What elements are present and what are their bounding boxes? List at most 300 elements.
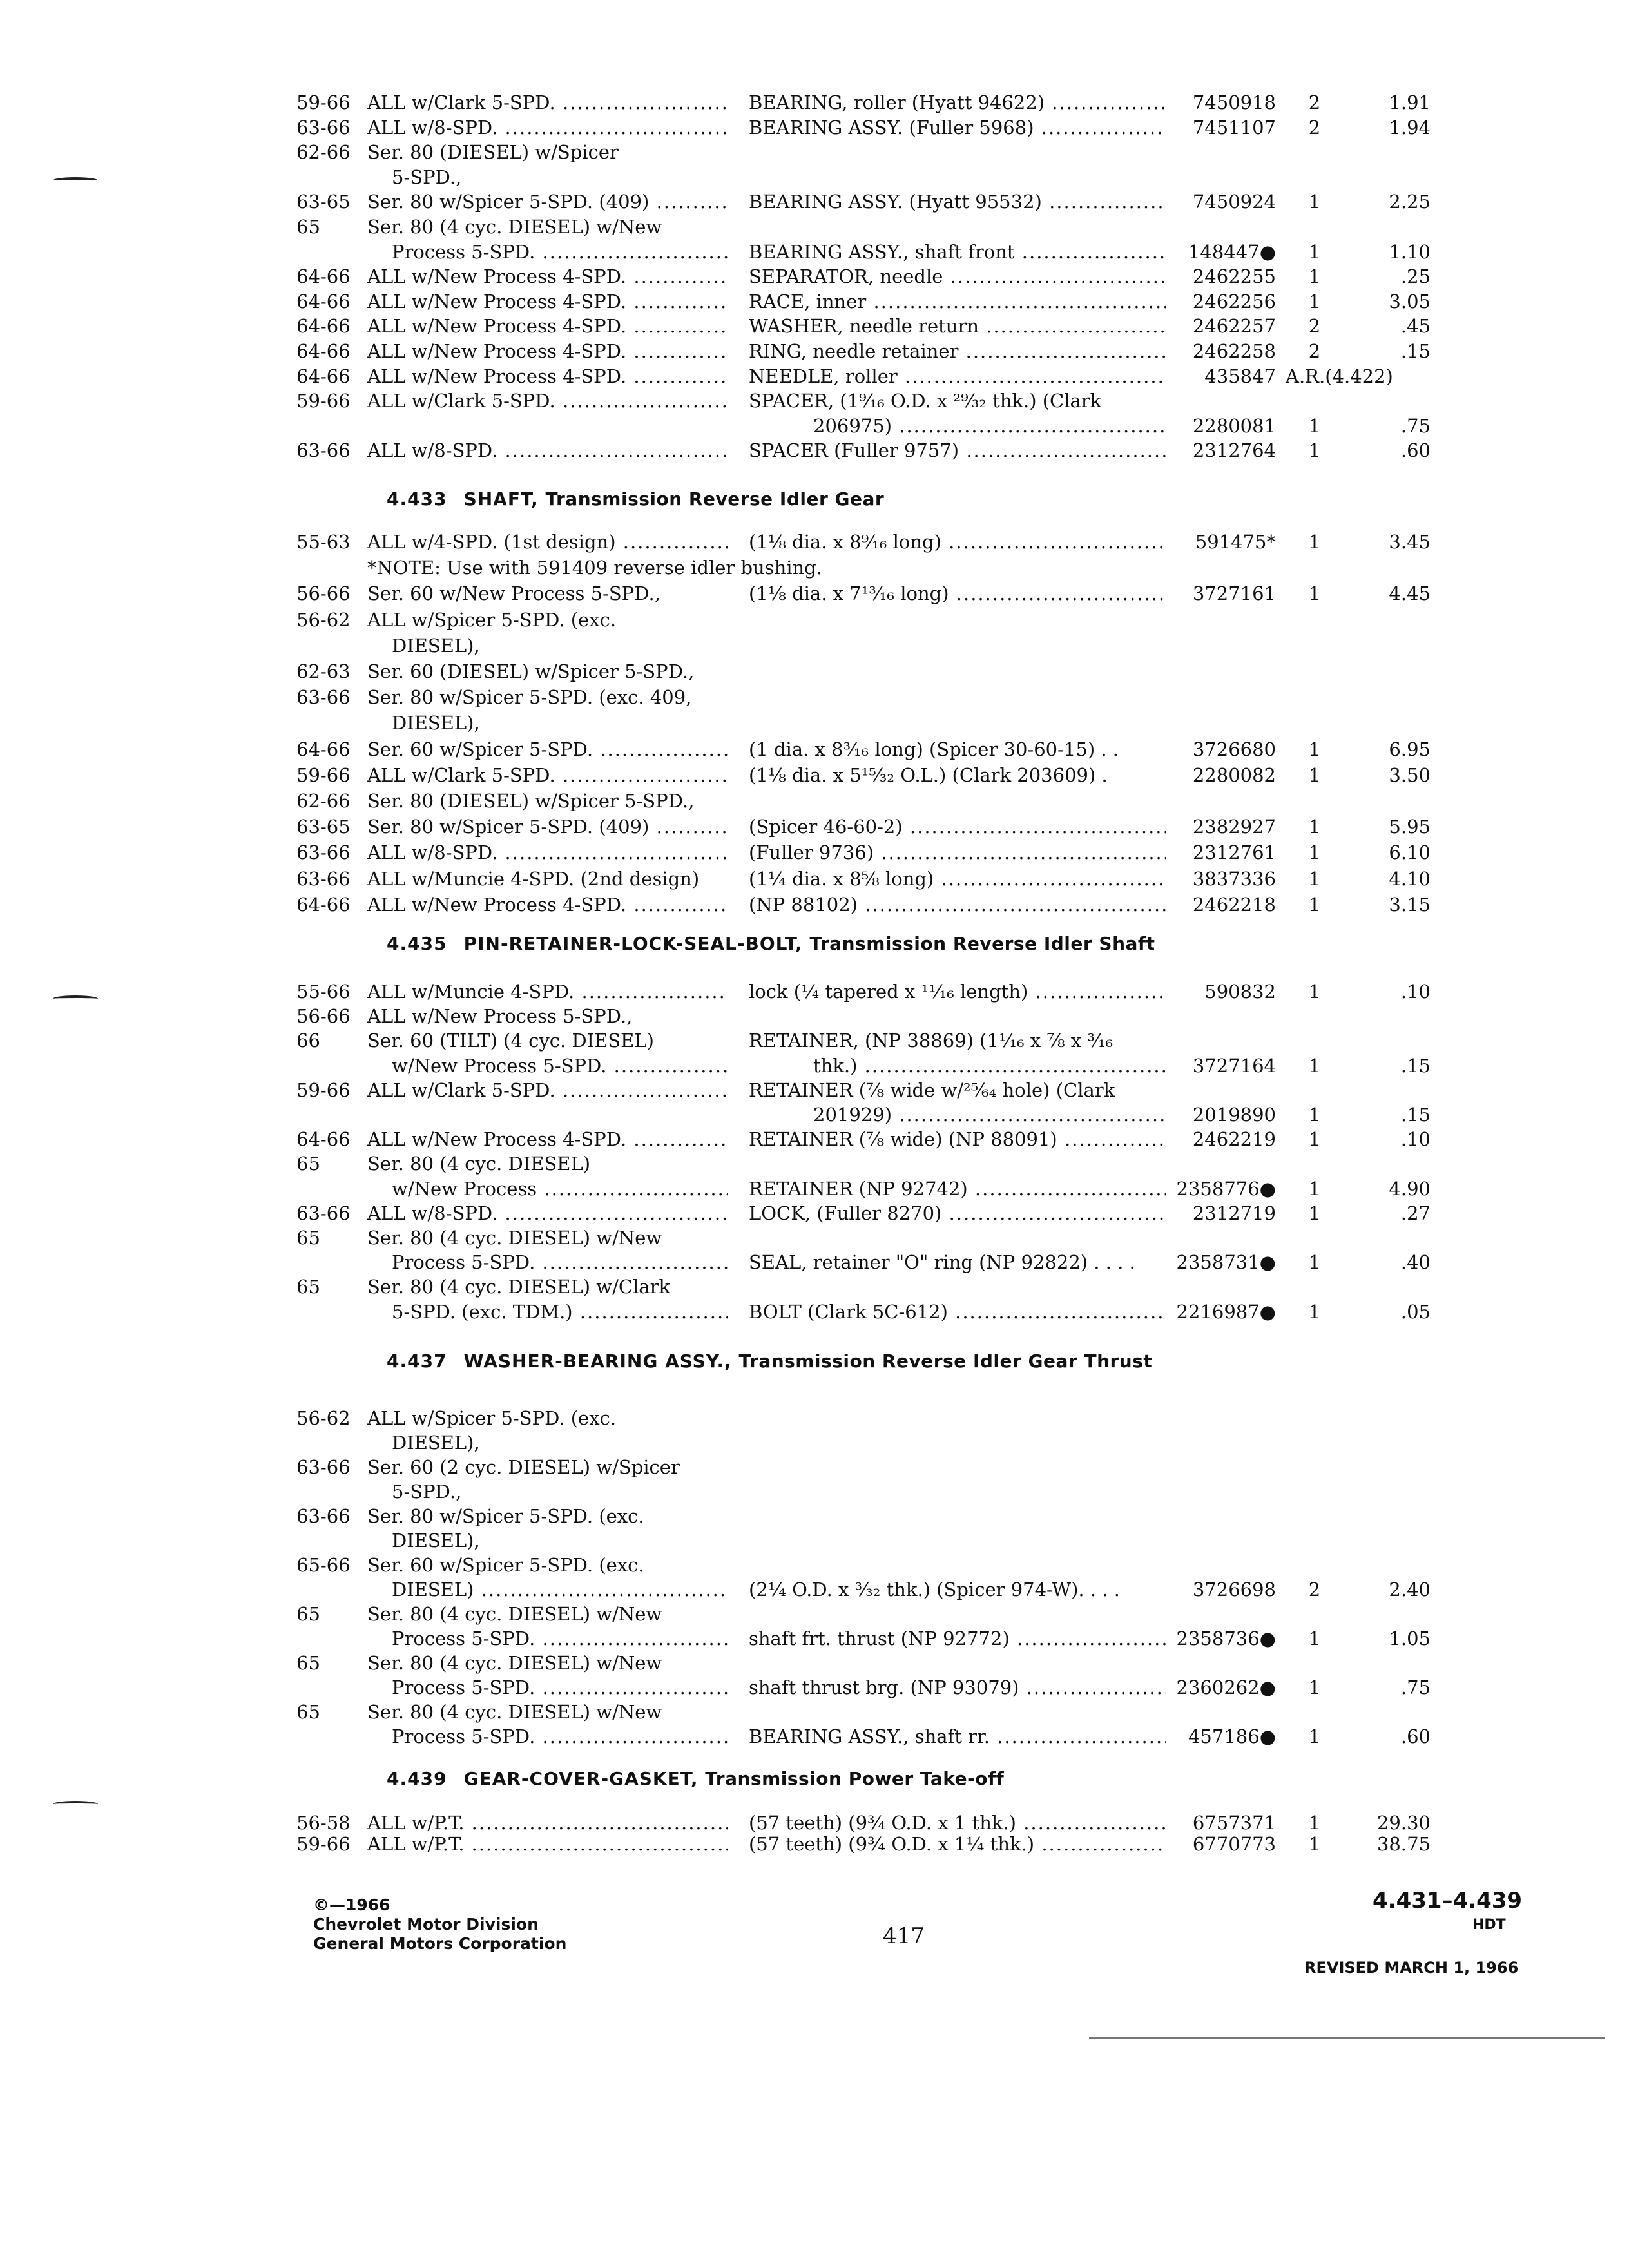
part-description: lock (¼ tapered x ¹¹⁄₁₆ length) ..... — [749, 979, 1166, 1004]
application: Ser. 60 (DIESEL) w/Spicer 5-SPD., — [367, 660, 695, 682]
quantity: 1 — [1308, 1300, 1321, 1323]
quantity: 1 — [1308, 1202, 1321, 1224]
application: DIESEL), — [392, 634, 480, 657]
quantity: 1 — [1308, 1812, 1321, 1834]
section-number: 4.437 — [387, 1350, 447, 1372]
series-code: HDT — [1472, 1917, 1506, 1933]
price: 2.40 — [1389, 1579, 1431, 1600]
part-description: BEARING, roller (Hyatt 94622) ..... — [749, 90, 1166, 115]
copyright: ©—1966 — [313, 1896, 390, 1914]
part-number: 2462257 — [1192, 315, 1276, 338]
part-description: NEEDLE, roller ..... — [749, 364, 1166, 389]
part-description: WASHER, needle return ..... — [749, 314, 1166, 338]
table-row — [0, 633, 1629, 658]
quantity: 1 — [1308, 738, 1321, 760]
price: 29.30 — [1376, 1812, 1431, 1834]
part-number: 3837336 — [1192, 867, 1276, 890]
part-number: 2462219 — [1192, 1128, 1276, 1151]
application: ALL w/8-SPD. ..... — [367, 438, 728, 463]
table-row — [0, 1225, 1629, 1250]
section-number: 4.433 — [387, 488, 447, 510]
price: 4.90 — [1389, 1177, 1431, 1200]
table-row — [0, 1028, 1629, 1053]
quantity: 1 — [1308, 1677, 1321, 1698]
price: .15 — [1400, 340, 1431, 362]
application: ALL w/New Process 4-SPD. ..... — [367, 289, 728, 314]
division-name: Chevrolet Motor Division — [313, 1915, 539, 1934]
section-range: 4.431–4.439 — [1373, 1888, 1523, 1914]
price: .75 — [1400, 1677, 1431, 1698]
section-heading-4-437 — [387, 1350, 1152, 1372]
application: Ser. 60 (TILT) (4 cyc. DIESEL) — [367, 1030, 654, 1052]
part-description: RETAINER (⅞ wide) (NP 88091) ..... — [749, 1127, 1166, 1151]
hole-punch-mark — [53, 177, 98, 184]
year-range: 65 — [296, 1276, 320, 1298]
year-range: 63-66 — [296, 841, 351, 864]
application: Ser. 80 w/Spicer 5-SPD. (exc. — [367, 1505, 644, 1527]
part-description: SEPARATOR, needle ..... — [749, 264, 1166, 289]
year-range: 56-62 — [296, 1407, 351, 1429]
part-number: 591475* — [1195, 531, 1276, 553]
year-range: 63-66 — [296, 867, 351, 890]
section-title: SHAFT, — [463, 488, 539, 510]
section-heading-4-439 — [387, 1768, 1004, 1789]
application: 5-SPD., — [392, 166, 462, 188]
year-range: 65 — [296, 1603, 320, 1625]
year-range: 64-66 — [296, 290, 351, 312]
table-row — [0, 892, 1629, 917]
part-number: 7450924 — [1192, 191, 1276, 213]
quantity: 1 — [1308, 265, 1321, 288]
table-row — [0, 1274, 1629, 1299]
application: Ser. 60 w/Spicer 5-SPD. (exc. — [367, 1554, 644, 1576]
price: 1.05 — [1389, 1628, 1431, 1649]
price: .75 — [1400, 414, 1431, 437]
application: Ser. 60 w/Spicer 5-SPD. ..... — [367, 737, 728, 762]
price: .25 — [1400, 265, 1431, 288]
table-row — [0, 189, 1629, 214]
part-description: LOCK, (Fuller 8270) ..... — [749, 1201, 1166, 1225]
hole-punch-mark — [53, 995, 98, 1002]
quantity: 1 — [1308, 191, 1321, 213]
application: 5-SPD. (exc. TDM.) ..... — [392, 1300, 728, 1324]
price: 3.15 — [1389, 893, 1431, 916]
year-range: 62-63 — [296, 660, 351, 682]
application: DIESEL) ..... — [392, 1577, 728, 1602]
table-row — [0, 364, 1629, 389]
year-range: 63-65 — [296, 816, 351, 838]
corporation-name: General Motors Corporation — [313, 1934, 567, 1953]
part-description: RETAINER (⅞ wide w/²⁵⁄₆₄ hole) (Clark — [749, 1079, 1115, 1101]
table-row — [0, 581, 1629, 606]
year-range: 56-62 — [296, 608, 351, 631]
year-range: 65 — [296, 1227, 320, 1249]
table-row — [0, 389, 1629, 413]
part-number: 435847 — [1204, 365, 1276, 387]
part-description: 206975) ..... — [813, 414, 1166, 438]
quantity: 2 — [1308, 1579, 1321, 1600]
part-number: 3726680 — [1192, 738, 1276, 760]
application: Ser. 80 (4 cyc. DIESEL) w/New — [367, 1227, 662, 1249]
table-row — [0, 1151, 1629, 1176]
year-range: 59-66 — [296, 764, 351, 786]
table-row — [0, 1651, 1629, 1675]
table-row — [0, 438, 1629, 463]
price: .60 — [1400, 1725, 1431, 1747]
part-description: (2¼ O.D. x ³⁄₃₂ thk.) (Spicer 974-W). . . . — [749, 1579, 1120, 1600]
quantity: 2 — [1308, 340, 1321, 362]
table-row — [0, 414, 1629, 438]
table-row — [0, 1602, 1629, 1626]
part-number: 2216987● — [1176, 1300, 1276, 1323]
quantity: 1 — [1308, 1128, 1321, 1151]
table-row — [0, 1004, 1629, 1028]
table-row — [0, 685, 1629, 709]
application: ALL w/Muncie 4-SPD. ..... — [367, 979, 728, 1004]
application: Ser. 60 (2 cyc. DIESEL) w/Spicer — [367, 1456, 680, 1478]
table-row — [0, 1504, 1629, 1528]
part-description: (Fuller 9736) ..... — [749, 840, 1166, 865]
table-row — [0, 737, 1629, 762]
part-description: BEARING ASSY., shaft front ..... — [749, 240, 1166, 264]
application: Process 5-SPD. ..... — [392, 1675, 728, 1700]
application: Process 5-SPD. ..... — [392, 1626, 728, 1651]
table-row — [0, 1479, 1629, 1504]
part-number: 2462258 — [1192, 340, 1276, 362]
part-description: BEARING ASSY. (Fuller 5968) ..... — [749, 115, 1166, 140]
part-number: 2019890 — [1192, 1104, 1276, 1126]
table-row — [0, 165, 1629, 189]
year-range: 63-66 — [296, 1456, 351, 1478]
quantity: 1 — [1308, 1628, 1321, 1649]
table-row — [0, 1102, 1629, 1127]
year-range: 64-66 — [296, 315, 351, 338]
application: Process 5-SPD. ..... — [392, 1250, 728, 1274]
table-row — [0, 711, 1629, 735]
application: DIESEL), — [392, 1530, 480, 1552]
table-row — [0, 1406, 1629, 1430]
part-description: BEARING ASSY. (Hyatt 95532) ..... — [749, 189, 1166, 214]
part-number: 2280082 — [1192, 764, 1276, 786]
application: ALL w/New Process 4-SPD. ..... — [367, 364, 728, 389]
year-range: 64-66 — [296, 340, 351, 362]
application: ALL w/Muncie 4-SPD. (2nd design) — [367, 867, 700, 890]
application: 5-SPD., — [392, 1481, 462, 1503]
price: 1.94 — [1389, 116, 1431, 139]
table-row — [0, 289, 1629, 314]
part-description: (1⅛ dia. x 7¹³⁄₁₆ long) ..... — [749, 581, 1166, 606]
quantity: 1 — [1308, 1725, 1321, 1747]
part-number: 2462218 — [1192, 893, 1276, 916]
application: ALL w/New Process 4-SPD. ..... — [367, 339, 728, 363]
table-row — [0, 1430, 1629, 1455]
application: Ser. 80 (4 cyc. DIESEL) — [367, 1153, 591, 1175]
quantity: 1 — [1308, 439, 1321, 462]
year-range: 65 — [296, 1652, 320, 1674]
year-range: 59-66 — [296, 91, 351, 113]
application: Ser. 80 (4 cyc. DIESEL) w/New — [367, 1603, 662, 1625]
table-row — [0, 608, 1629, 632]
part-description: (57 teeth) (9¾ O.D. x 1 thk.) ..... — [749, 1811, 1166, 1835]
part-description: (57 teeth) (9¾ O.D. x 1¼ thk.) ..... — [749, 1832, 1166, 1856]
application: Process 5-SPD. ..... — [392, 1724, 728, 1749]
price: .27 — [1400, 1202, 1431, 1224]
part-number: 148447● — [1188, 240, 1276, 263]
application: Ser. 80 w/Spicer 5-SPD. (409) ..... — [367, 189, 728, 214]
table-row — [0, 555, 1629, 580]
section-subtitle: Transmission Reverse Idler Gear Thrust — [738, 1350, 1153, 1372]
quantity: 1 — [1308, 1054, 1321, 1077]
application: Ser. 80 (4 cyc. DIESEL) w/New — [367, 1701, 662, 1723]
quantity: 1 — [1308, 1833, 1321, 1855]
section-title: GEAR-COVER-GASKET, — [463, 1768, 699, 1789]
year-range: 56-66 — [296, 1005, 351, 1028]
price: 1.10 — [1389, 240, 1431, 263]
price: .05 — [1400, 1300, 1431, 1323]
year-range: 66 — [296, 1030, 320, 1052]
quantity: 1 — [1308, 1177, 1321, 1200]
section-number: 4.439 — [387, 1768, 447, 1789]
part-number: 3726698 — [1192, 1579, 1276, 1600]
application: ALL w/New Process 4-SPD. ..... — [367, 892, 728, 917]
table-row — [0, 1675, 1629, 1700]
application: ALL w/Clark 5-SPD. ..... — [367, 389, 728, 413]
part-description: BEARING ASSY., shaft rr. ..... — [749, 1724, 1166, 1749]
table-row — [0, 115, 1629, 140]
part-description: SEAL, retainer "O" ring (NP 92822) . . . . — [749, 1251, 1135, 1274]
application: ALL w/8-SPD. ..... — [367, 840, 728, 865]
table-row — [0, 1553, 1629, 1577]
price: .15 — [1400, 1054, 1431, 1077]
table-row — [0, 1455, 1629, 1479]
table-row — [0, 867, 1629, 891]
revised-date: REVISED MARCH 1, 1966 — [1304, 1959, 1519, 1977]
price: 3.45 — [1389, 531, 1431, 553]
quantity: 1 — [1308, 816, 1321, 838]
table-row — [0, 314, 1629, 338]
application: DIESEL), — [392, 712, 480, 735]
application: w/New Process ..... — [392, 1177, 728, 1201]
year-range: 63-66 — [296, 1505, 351, 1527]
table-row — [0, 1528, 1629, 1553]
part-number: 3727164 — [1192, 1054, 1276, 1077]
part-description: RETAINER, (NP 38869) (1¹⁄₁₆ x ⅞ x ³⁄₁₆ — [749, 1030, 1113, 1052]
quantity: 2 — [1308, 91, 1321, 113]
quantity: 1 — [1308, 841, 1321, 864]
application: Ser. 80 (DIESEL) w/Spicer — [367, 141, 619, 164]
year-range: 56-66 — [296, 582, 351, 605]
price: 4.45 — [1389, 582, 1431, 605]
year-range: 63-65 — [296, 191, 351, 213]
application: Ser. 80 (DIESEL) w/Spicer 5-SPD., — [367, 790, 695, 812]
part-description: (1⅛ dia. x 5¹⁵⁄₃₂ O.L.) (Clark 203609) . — [749, 764, 1108, 786]
year-range: 59-66 — [296, 390, 351, 412]
year-range: 65 — [296, 216, 320, 238]
part-description: thk.) ..... — [813, 1053, 1166, 1078]
part-description: RETAINER (NP 92742) ..... — [749, 1177, 1166, 1201]
year-range: 64-66 — [296, 738, 351, 760]
year-range: 55-63 — [296, 531, 351, 553]
application: ALL w/P.T. ..... — [367, 1832, 728, 1856]
application: DIESEL), — [392, 1432, 480, 1454]
quantity: 1 — [1308, 531, 1321, 553]
application: ALL w/Clark 5-SPD. ..... — [367, 90, 728, 115]
application: w/New Process 5-SPD. ..... — [392, 1053, 728, 1078]
part-description: SPACER (Fuller 9757) ..... — [749, 438, 1166, 463]
quantity: 1 — [1308, 582, 1321, 605]
price: .60 — [1400, 439, 1431, 462]
table-row — [0, 90, 1629, 115]
year-range: 55-66 — [296, 981, 351, 1003]
year-range: 59-66 — [296, 1833, 351, 1855]
quantity: 1 — [1308, 414, 1321, 437]
table-row — [0, 814, 1629, 839]
year-range: 64-66 — [296, 893, 351, 916]
application: *NOTE: Use with 591409 reverse idler bushing. — [367, 557, 823, 579]
application: ALL w/Spicer 5-SPD. (exc. — [367, 1407, 617, 1429]
quantity: 1 — [1308, 981, 1321, 1003]
price: 3.50 — [1389, 764, 1431, 786]
price: 6.10 — [1389, 841, 1431, 864]
quantity: 1 — [1308, 1251, 1321, 1274]
quantity: 2 — [1308, 116, 1321, 139]
table-row — [0, 1201, 1629, 1225]
part-description: shaft frt. thrust (NP 92772) ..... — [749, 1626, 1166, 1651]
table-row — [0, 1078, 1629, 1102]
part-description: (Spicer 46-60-2) ..... — [749, 814, 1166, 839]
quantity: A.R.(4.422) — [1286, 365, 1393, 387]
part-number: 6757371 — [1192, 1812, 1276, 1834]
table-row — [0, 140, 1629, 164]
table-row — [0, 1700, 1629, 1724]
part-number: 2312719 — [1192, 1202, 1276, 1224]
application: ALL w/New Process 4-SPD. ..... — [367, 314, 728, 338]
part-number: 2462255 — [1192, 265, 1276, 288]
quantity: 2 — [1308, 315, 1321, 338]
part-number: 2358731● — [1176, 1251, 1276, 1274]
part-description: 201929) ..... — [813, 1102, 1166, 1127]
part-description: RACE, inner ..... — [749, 289, 1166, 314]
part-number: 2280081 — [1192, 414, 1276, 437]
part-description: BOLT (Clark 5C-612) ..... — [749, 1300, 1166, 1324]
year-range: 59-66 — [296, 1079, 351, 1101]
table-row — [0, 763, 1629, 787]
table-row — [0, 1832, 1629, 1856]
section-number: 4.435 — [387, 933, 447, 954]
part-number: 2358736● — [1176, 1628, 1276, 1649]
part-description: (NP 88102) ..... — [749, 892, 1166, 917]
part-number: 2358776● — [1176, 1177, 1276, 1200]
hole-punch-mark — [53, 1801, 98, 1807]
section-heading-4-433 — [387, 488, 884, 510]
application: Ser. 60 w/New Process 5-SPD., — [367, 582, 660, 605]
section-heading-4-435 — [387, 933, 1155, 954]
table-row — [0, 339, 1629, 363]
page-edge-rule — [1089, 2037, 1605, 2039]
table-row — [0, 215, 1629, 239]
price: .10 — [1400, 981, 1431, 1003]
page-number: 417 — [883, 1923, 925, 1949]
application: ALL w/Clark 5-SPD. ..... — [367, 1078, 728, 1102]
part-number: 7450918 — [1192, 91, 1276, 113]
application: ALL w/8-SPD. ..... — [367, 115, 728, 140]
application: Ser. 80 w/Spicer 5-SPD. (exc. 409, — [367, 686, 692, 709]
part-description: SPACER, (1⁹⁄₁₆ O.D. x ²⁹⁄₃₂ thk.) (Clark — [749, 390, 1102, 412]
year-range: 65 — [296, 1701, 320, 1723]
table-row — [0, 530, 1629, 554]
part-description: (1¼ dia. x 8⅝ long) ..... — [749, 867, 1166, 891]
application: ALL w/Clark 5-SPD. ..... — [367, 763, 728, 787]
part-description: RING, needle retainer ..... — [749, 339, 1166, 363]
table-row — [0, 240, 1629, 264]
part-number: 7451107 — [1192, 116, 1276, 139]
price: 5.95 — [1389, 816, 1431, 838]
part-number: 2382927 — [1192, 816, 1276, 838]
year-range: 65-66 — [296, 1554, 351, 1576]
part-number: 6770773 — [1192, 1833, 1276, 1855]
quantity: 1 — [1308, 764, 1321, 786]
price: .10 — [1400, 1128, 1431, 1151]
price: 2.25 — [1389, 191, 1431, 213]
section-subtitle: Transmission Reverse Idler Shaft — [809, 933, 1155, 954]
part-description: shaft thrust brg. (NP 93079) ..... — [749, 1675, 1166, 1700]
quantity: 1 — [1308, 1104, 1321, 1126]
section-title: PIN-RETAINER-LOCK-SEAL-BOLT, — [463, 933, 803, 954]
part-number: 2360262● — [1176, 1677, 1276, 1698]
quantity: 1 — [1308, 893, 1321, 916]
table-row — [0, 789, 1629, 813]
table-row — [0, 1724, 1629, 1749]
year-range: 62-66 — [296, 790, 351, 812]
table-row — [0, 264, 1629, 289]
section-title: WASHER-BEARING ASSY., — [463, 1350, 732, 1372]
year-range: 63-66 — [296, 686, 351, 709]
year-range: 62-66 — [296, 141, 351, 164]
application: ALL w/New Process 4-SPD. ..... — [367, 264, 728, 289]
price: .45 — [1400, 315, 1431, 338]
application: ALL w/P.T. ..... — [367, 1811, 728, 1835]
year-range: 63-66 — [296, 116, 351, 139]
table-row — [0, 1053, 1629, 1078]
year-range: 64-66 — [296, 1128, 351, 1151]
price: 1.91 — [1389, 91, 1431, 113]
application: Ser. 80 (4 cyc. DIESEL) w/New — [367, 216, 662, 238]
price: 6.95 — [1389, 738, 1431, 760]
price: .40 — [1400, 1251, 1431, 1274]
table-row — [0, 1626, 1629, 1651]
year-range: 64-66 — [296, 265, 351, 288]
application: ALL w/New Process 4-SPD. ..... — [367, 1127, 728, 1151]
table-row — [0, 1250, 1629, 1274]
price: 4.10 — [1389, 867, 1431, 890]
part-number: 2312764 — [1192, 439, 1276, 462]
table-row — [0, 1300, 1629, 1324]
part-number: 2312761 — [1192, 841, 1276, 864]
section-subtitle: Transmission Power Take-off — [705, 1768, 1005, 1789]
application: ALL w/8-SPD. ..... — [367, 1201, 728, 1225]
part-number: 457186● — [1188, 1725, 1276, 1747]
table-row — [0, 1177, 1629, 1201]
table-row — [0, 659, 1629, 684]
application: Ser. 80 w/Spicer 5-SPD. (409) ..... — [367, 814, 728, 839]
quantity: 1 — [1308, 290, 1321, 312]
quantity: 1 — [1308, 240, 1321, 263]
table-row — [0, 1577, 1629, 1602]
year-range: 63-66 — [296, 439, 351, 462]
part-description: (1 dia. x 8³⁄₁₆ long) (Spicer 30-60-15) . . — [749, 738, 1119, 760]
section-subtitle: Transmission Reverse Idler Gear — [545, 488, 885, 510]
price: 38.75 — [1376, 1833, 1431, 1855]
